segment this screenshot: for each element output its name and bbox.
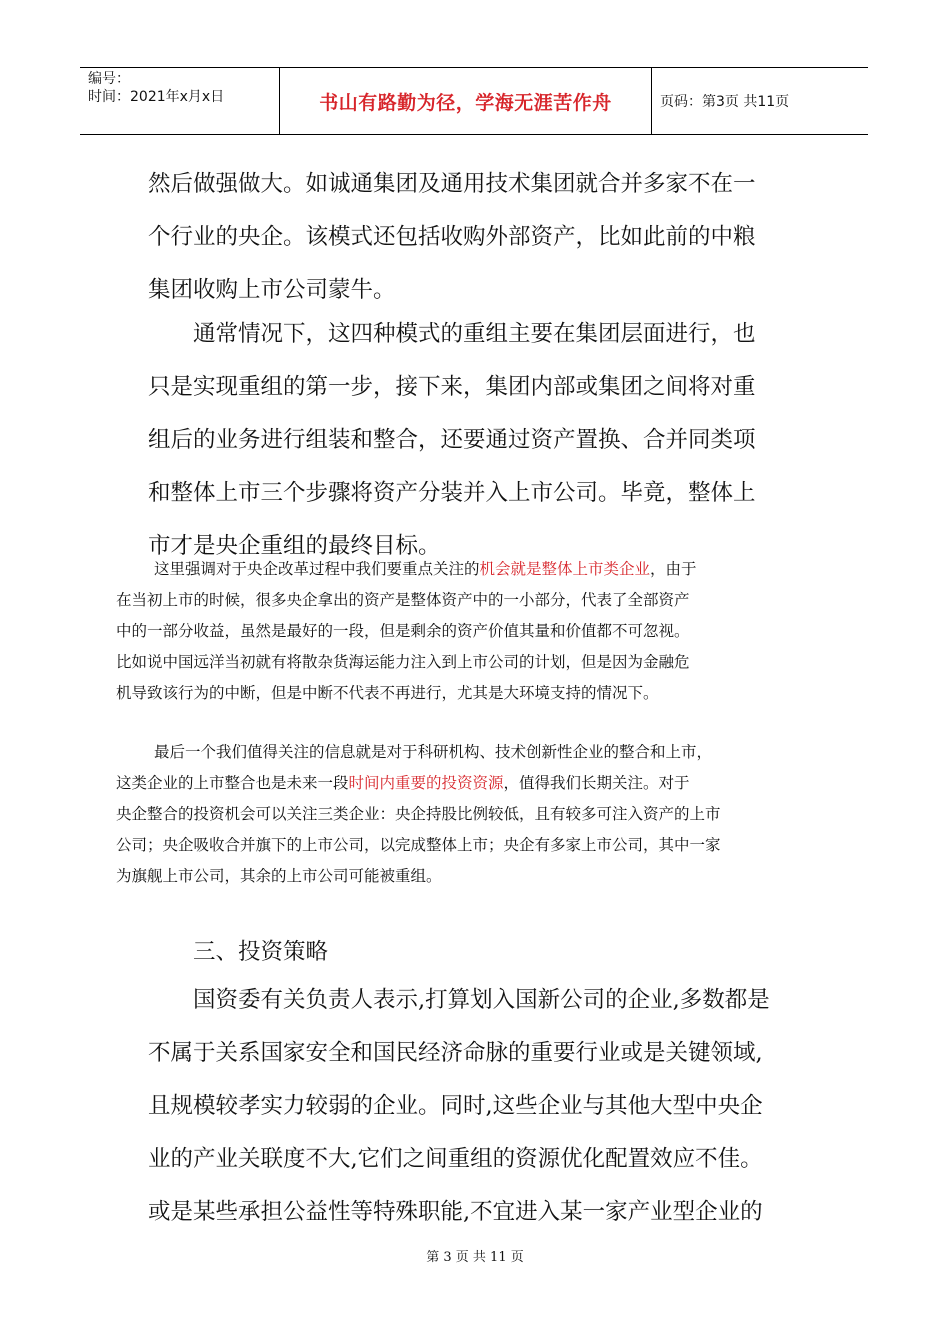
paragraph-3 — [116, 554, 836, 709]
section-heading-text: 三、投资策略 — [193, 939, 329, 965]
highlighted-text: 机会就是整体上市类企业 — [479, 560, 651, 578]
paragraph-line — [116, 768, 836, 799]
paragraph-line: 和整体上市三个步骤将资产分装并入上市公司。毕竟，整体上 — [148, 480, 756, 506]
paragraph-line: 个行业的央企。该模式还包括收购外部资产，比如此前的中粮 — [148, 224, 756, 250]
header-motto: 书山有路勤为径，学海无涯苦作舟 — [280, 68, 652, 134]
paragraph-2 — [148, 308, 818, 573]
paragraph-line: 最后一个我们值得关注的信息就是对于科研机构、技术创新性企业的整合和上市， — [154, 743, 713, 761]
paragraph-line: 通常情况下，这四种模式的重组主要在集团层面进行，也 — [193, 321, 756, 347]
paragraph-4 — [116, 737, 836, 892]
paragraph-line: 然后做强做大。如诚通集团及通用技术集团就合并多家不在一 — [148, 171, 756, 197]
paragraph-line: 集团收购上市公司蒙牛。 — [148, 277, 396, 303]
paragraph-line: 比如说中国远洋当初就有将散杂货海运能力注入到上市公司的计划，但是因为金融危 — [116, 653, 690, 671]
paragraph-line: 或是某些承担公益性等特殊职能,不宜进入某一家产业型企业的 — [148, 1199, 763, 1225]
time-label: 时间：2021年x月x日 — [88, 89, 225, 105]
paragraph-line: 业的产业关联度不大,它们之间重组的资源优化配置效应不佳。 — [148, 1146, 763, 1172]
paragraph-line: 国资委有关负责人表示,打算划入国新公司的企业,多数都是 — [193, 987, 770, 1013]
page-header — [80, 67, 868, 135]
header-meta — [80, 68, 280, 134]
paragraph-line: 央企整合的投资机会可以关注三类企业：央企持股比例较低，且有较多可注入资产的上市 — [116, 805, 721, 823]
number-label: 编号： — [88, 71, 130, 87]
paragraph-line: 机导致该行为的中断，但是中断不代表不再进行，尤其是大环境支持的情况下。 — [116, 684, 659, 702]
paragraph-line: 市才是央企重组的最终目标。 — [148, 533, 441, 559]
paragraph-line: 不属于关系国家安全和国民经济命脉的重要行业或是关键领域, — [148, 1040, 763, 1066]
page-footer: 第 3 页 共 11 页 — [426, 1250, 524, 1265]
paragraph-line: 为旗舰上市公司，其余的上市公司可能被重组。 — [116, 867, 442, 885]
paragraph-5 — [148, 974, 818, 1239]
header-page-label: 页码：第3页 共11页 — [660, 94, 790, 110]
paragraph-line: 在当初上市的时候，很多央企拿出的资产是整体资产中的一小部分，代表了全部资产 — [116, 591, 690, 609]
text-run: 这类企业的上市整合也是未来一段 — [116, 774, 349, 792]
text-run: ，由于 — [650, 560, 697, 578]
paragraph-line: 组后的业务进行组装和整合，还要通过资产置换、合并同类项 — [148, 427, 756, 453]
paragraph-line — [116, 554, 836, 585]
paragraph-line: 且规模较孝实力较弱的企业。同时,这些企业与其他大型中央企 — [148, 1093, 763, 1119]
highlighted-text: 时间内重要的投资资源 — [348, 774, 504, 792]
paragraph-line: 中的一部分收益，虽然是最好的一段，但是剩余的资产价值其量和价值都不可忽视。 — [116, 622, 690, 640]
section-heading — [193, 926, 863, 979]
text-run: 这里强调对于央企改革过程中我们要重点关注的 — [154, 560, 480, 578]
text-run: ，值得我们长期关注。对于 — [503, 774, 690, 792]
paragraph-line: 公司；央企吸收合并旗下的上市公司，以完成整体上市；央企有多家上市公司，其中一家 — [116, 836, 721, 854]
paragraph-1 — [148, 158, 818, 317]
paragraph-line: 只是实现重组的第一步，接下来，集团内部或集团之间将对重 — [148, 374, 756, 400]
